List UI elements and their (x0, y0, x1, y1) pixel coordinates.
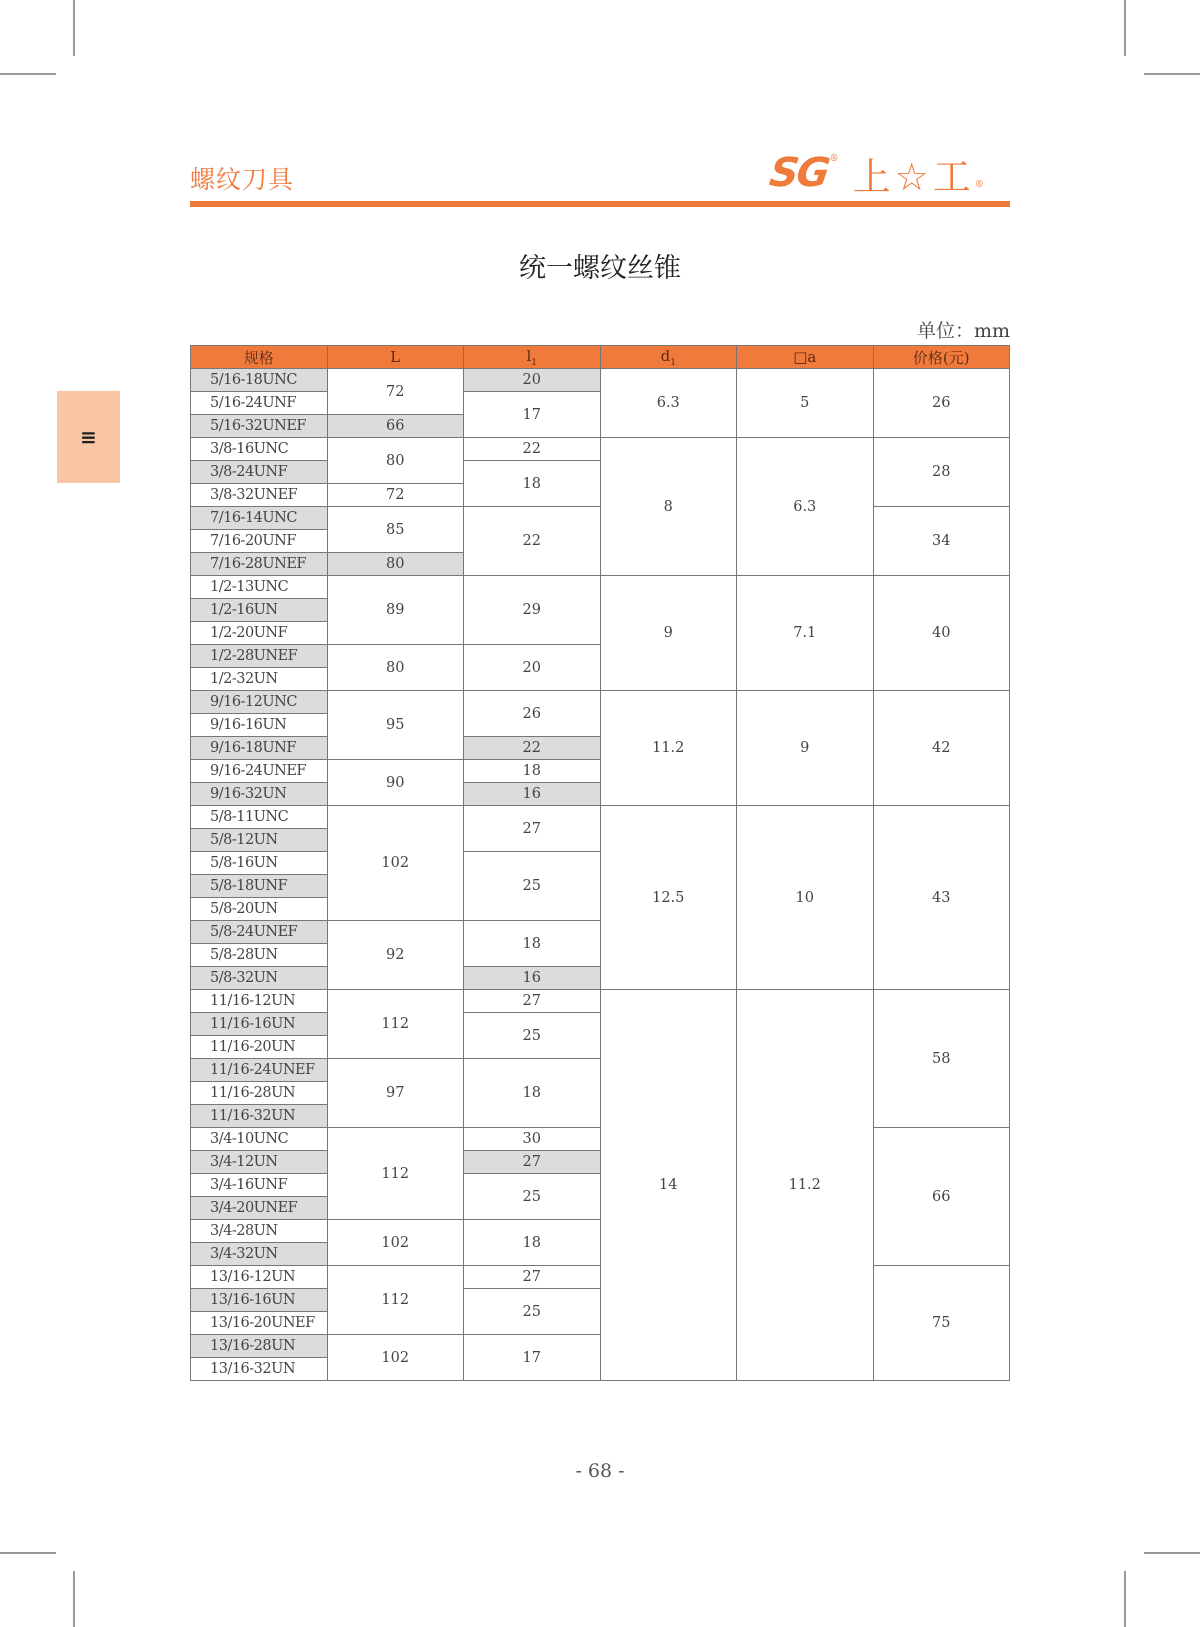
a-cell: 10 (737, 806, 874, 990)
d1-cell: 12.5 (600, 806, 737, 990)
spec-cell: 5/8-24UNEF (191, 921, 328, 944)
col-header-spec: 规格 (191, 346, 328, 369)
L-cell: 97 (327, 1059, 464, 1128)
a-cell: 9 (737, 691, 874, 806)
L-cell: 90 (327, 760, 464, 806)
crop-mark (73, 1571, 75, 1627)
crop-mark (1124, 0, 1126, 56)
l1-cell: 25 (464, 1174, 601, 1220)
spec-cell: 3/4-12UN (191, 1151, 328, 1174)
spec-cell: 9/16-32UN (191, 783, 328, 806)
table-row (191, 990, 1010, 1013)
crop-mark (1144, 73, 1200, 75)
col-header-price: 价格(元) (873, 346, 1010, 369)
L-cell: 80 (327, 553, 464, 576)
spec-cell: 1/2-28UNEF (191, 645, 328, 668)
L-cell: 112 (327, 1266, 464, 1335)
price-cell: 34 (873, 507, 1010, 576)
spec-cell: 5/8-11UNC (191, 806, 328, 829)
L-cell: 102 (327, 1220, 464, 1266)
crop-mark (73, 0, 75, 56)
l1-cell: 18 (464, 461, 601, 507)
l1-cell: 17 (464, 1335, 601, 1381)
header-divider (190, 201, 1010, 207)
l1-cell: 16 (464, 967, 601, 990)
table-row (191, 438, 1010, 461)
spec-cell: 7/16-20UNF (191, 530, 328, 553)
side-tab-label: ≡ (80, 425, 97, 449)
spec-cell: 5/8-20UN (191, 898, 328, 921)
crop-mark (1144, 1552, 1200, 1554)
l1-cell: 25 (464, 1289, 601, 1335)
spec-cell: 1/2-32UN (191, 668, 328, 691)
spec-cell: 13/16-20UNEF (191, 1312, 328, 1335)
table-row (191, 691, 1010, 714)
l1-cell: 29 (464, 576, 601, 645)
price-cell: 40 (873, 576, 1010, 691)
spec-cell: 9/16-24UNEF (191, 760, 328, 783)
L-cell: 92 (327, 921, 464, 990)
spec-cell: 5/16-24UNF (191, 392, 328, 415)
l1-cell: 22 (464, 507, 601, 576)
spec-cell: 5/8-12UN (191, 829, 328, 852)
spec-cell: 5/16-32UNEF (191, 415, 328, 438)
spec-table (190, 345, 1010, 1381)
spec-cell: 5/8-28UN (191, 944, 328, 967)
spec-cell: 11/16-24UNEF (191, 1059, 328, 1082)
page-title: 统一螺纹丝锥 (519, 253, 681, 284)
crop-mark (1124, 1571, 1126, 1627)
spec-cell: 5/8-16UN (191, 852, 328, 875)
table-row (191, 806, 1010, 829)
L-cell: 102 (327, 1335, 464, 1381)
L-cell: 89 (327, 576, 464, 645)
logo-sg: SG (766, 150, 831, 196)
price-cell: 42 (873, 691, 1010, 806)
spec-cell: 3/4-20UNEF (191, 1197, 328, 1220)
spec-cell: 1/2-20UNF (191, 622, 328, 645)
spec-cell: 9/16-12UNC (191, 691, 328, 714)
l1-cell: 25 (464, 852, 601, 921)
L-cell: 72 (327, 484, 464, 507)
section-title: 螺纹刀具 (190, 165, 295, 194)
spec-cell: 13/16-32UN (191, 1358, 328, 1381)
unit-label: 单位：mm (916, 320, 1010, 342)
side-tab (57, 391, 120, 483)
registered-icon: ® (974, 180, 984, 190)
d1-cell: 14 (600, 990, 737, 1381)
l1-cell: 20 (464, 369, 601, 392)
L-cell: 66 (327, 415, 464, 438)
l1-cell: 26 (464, 691, 601, 737)
price-cell: 58 (873, 990, 1010, 1128)
l1-cell: 16 (464, 783, 601, 806)
spec-cell: 9/16-16UN (191, 714, 328, 737)
l1-cell: 18 (464, 760, 601, 783)
spec-cell: 3/4-16UNF (191, 1174, 328, 1197)
col-header-d1: $d_1$ (600, 346, 737, 369)
d1-cell: 6.3 (600, 369, 737, 438)
L-cell: 112 (327, 1128, 464, 1220)
crop-mark (0, 73, 56, 75)
spec-cell: 11/16-32UN (191, 1105, 328, 1128)
spec-cell: 13/16-16UN (191, 1289, 328, 1312)
table-row (191, 369, 1010, 392)
price-cell: 28 (873, 438, 1010, 507)
spec-cell: 5/8-32UN (191, 967, 328, 990)
spec-cell: 13/16-12UN (191, 1266, 328, 1289)
price-cell: 43 (873, 806, 1010, 990)
spec-cell: 11/16-28UN (191, 1082, 328, 1105)
table-header-row (191, 346, 1010, 369)
registered-icon: ® (829, 154, 839, 164)
spec-cell: 3/8-24UNF (191, 461, 328, 484)
l1-cell: 18 (464, 1059, 601, 1128)
L-cell: 102 (327, 806, 464, 921)
d1-cell: 8 (600, 438, 737, 576)
table-row (191, 576, 1010, 599)
logo-cn: 上☆工 (852, 154, 975, 199)
spec-cell: 3/8-16UNC (191, 438, 328, 461)
a-cell: 5 (737, 369, 874, 438)
spec-cell: 1/2-13UNC (191, 576, 328, 599)
l1-cell: 27 (464, 1266, 601, 1289)
l1-cell: 18 (464, 1220, 601, 1266)
crop-mark (0, 1552, 56, 1554)
spec-cell: 5/16-18UNC (191, 369, 328, 392)
a-cell: 7.1 (737, 576, 874, 691)
price-cell: 66 (873, 1128, 1010, 1266)
page-number: - 68 - (575, 1460, 625, 1482)
L-cell: 85 (327, 507, 464, 553)
l1-cell: 27 (464, 806, 601, 852)
spec-cell: 7/16-28UNEF (191, 553, 328, 576)
spec-cell: 9/16-18UNF (191, 737, 328, 760)
l1-cell: 17 (464, 392, 601, 438)
l1-cell: 20 (464, 645, 601, 691)
spec-cell: 13/16-28UN (191, 1335, 328, 1358)
L-cell: 112 (327, 990, 464, 1059)
d1-cell: 9 (600, 576, 737, 691)
spec-cell: 3/4-32UN (191, 1243, 328, 1266)
L-cell: 72 (327, 369, 464, 415)
l1-cell: 27 (464, 990, 601, 1013)
L-cell: 95 (327, 691, 464, 760)
l1-cell: 25 (464, 1013, 601, 1059)
col-header-a: □a (737, 346, 874, 369)
d1-cell: 11.2 (600, 691, 737, 806)
spec-cell: 3/8-32UNEF (191, 484, 328, 507)
l1-cell: 22 (464, 438, 601, 461)
col-header-L: L (327, 346, 464, 369)
L-cell: 80 (327, 645, 464, 691)
l1-cell: 22 (464, 737, 601, 760)
price-cell: 75 (873, 1266, 1010, 1381)
l1-cell: 18 (464, 921, 601, 967)
spec-cell: 11/16-12UN (191, 990, 328, 1013)
spec-cell: 3/4-10UNC (191, 1128, 328, 1151)
brand-logo (766, 150, 984, 199)
l1-cell: 30 (464, 1128, 601, 1151)
a-cell: 11.2 (737, 990, 874, 1381)
L-cell: 80 (327, 438, 464, 484)
a-cell: 6.3 (737, 438, 874, 576)
spec-cell: 7/16-14UNC (191, 507, 328, 530)
spec-cell: 1/2-16UN (191, 599, 328, 622)
price-cell: 26 (873, 369, 1010, 438)
spec-cell: 3/4-28UN (191, 1220, 328, 1243)
l1-cell: 27 (464, 1151, 601, 1174)
spec-cell: 11/16-20UN (191, 1036, 328, 1059)
spec-cell: 5/8-18UNF (191, 875, 328, 898)
spec-cell: 11/16-16UN (191, 1013, 328, 1036)
col-header-l1: $l_1$ (464, 346, 601, 369)
